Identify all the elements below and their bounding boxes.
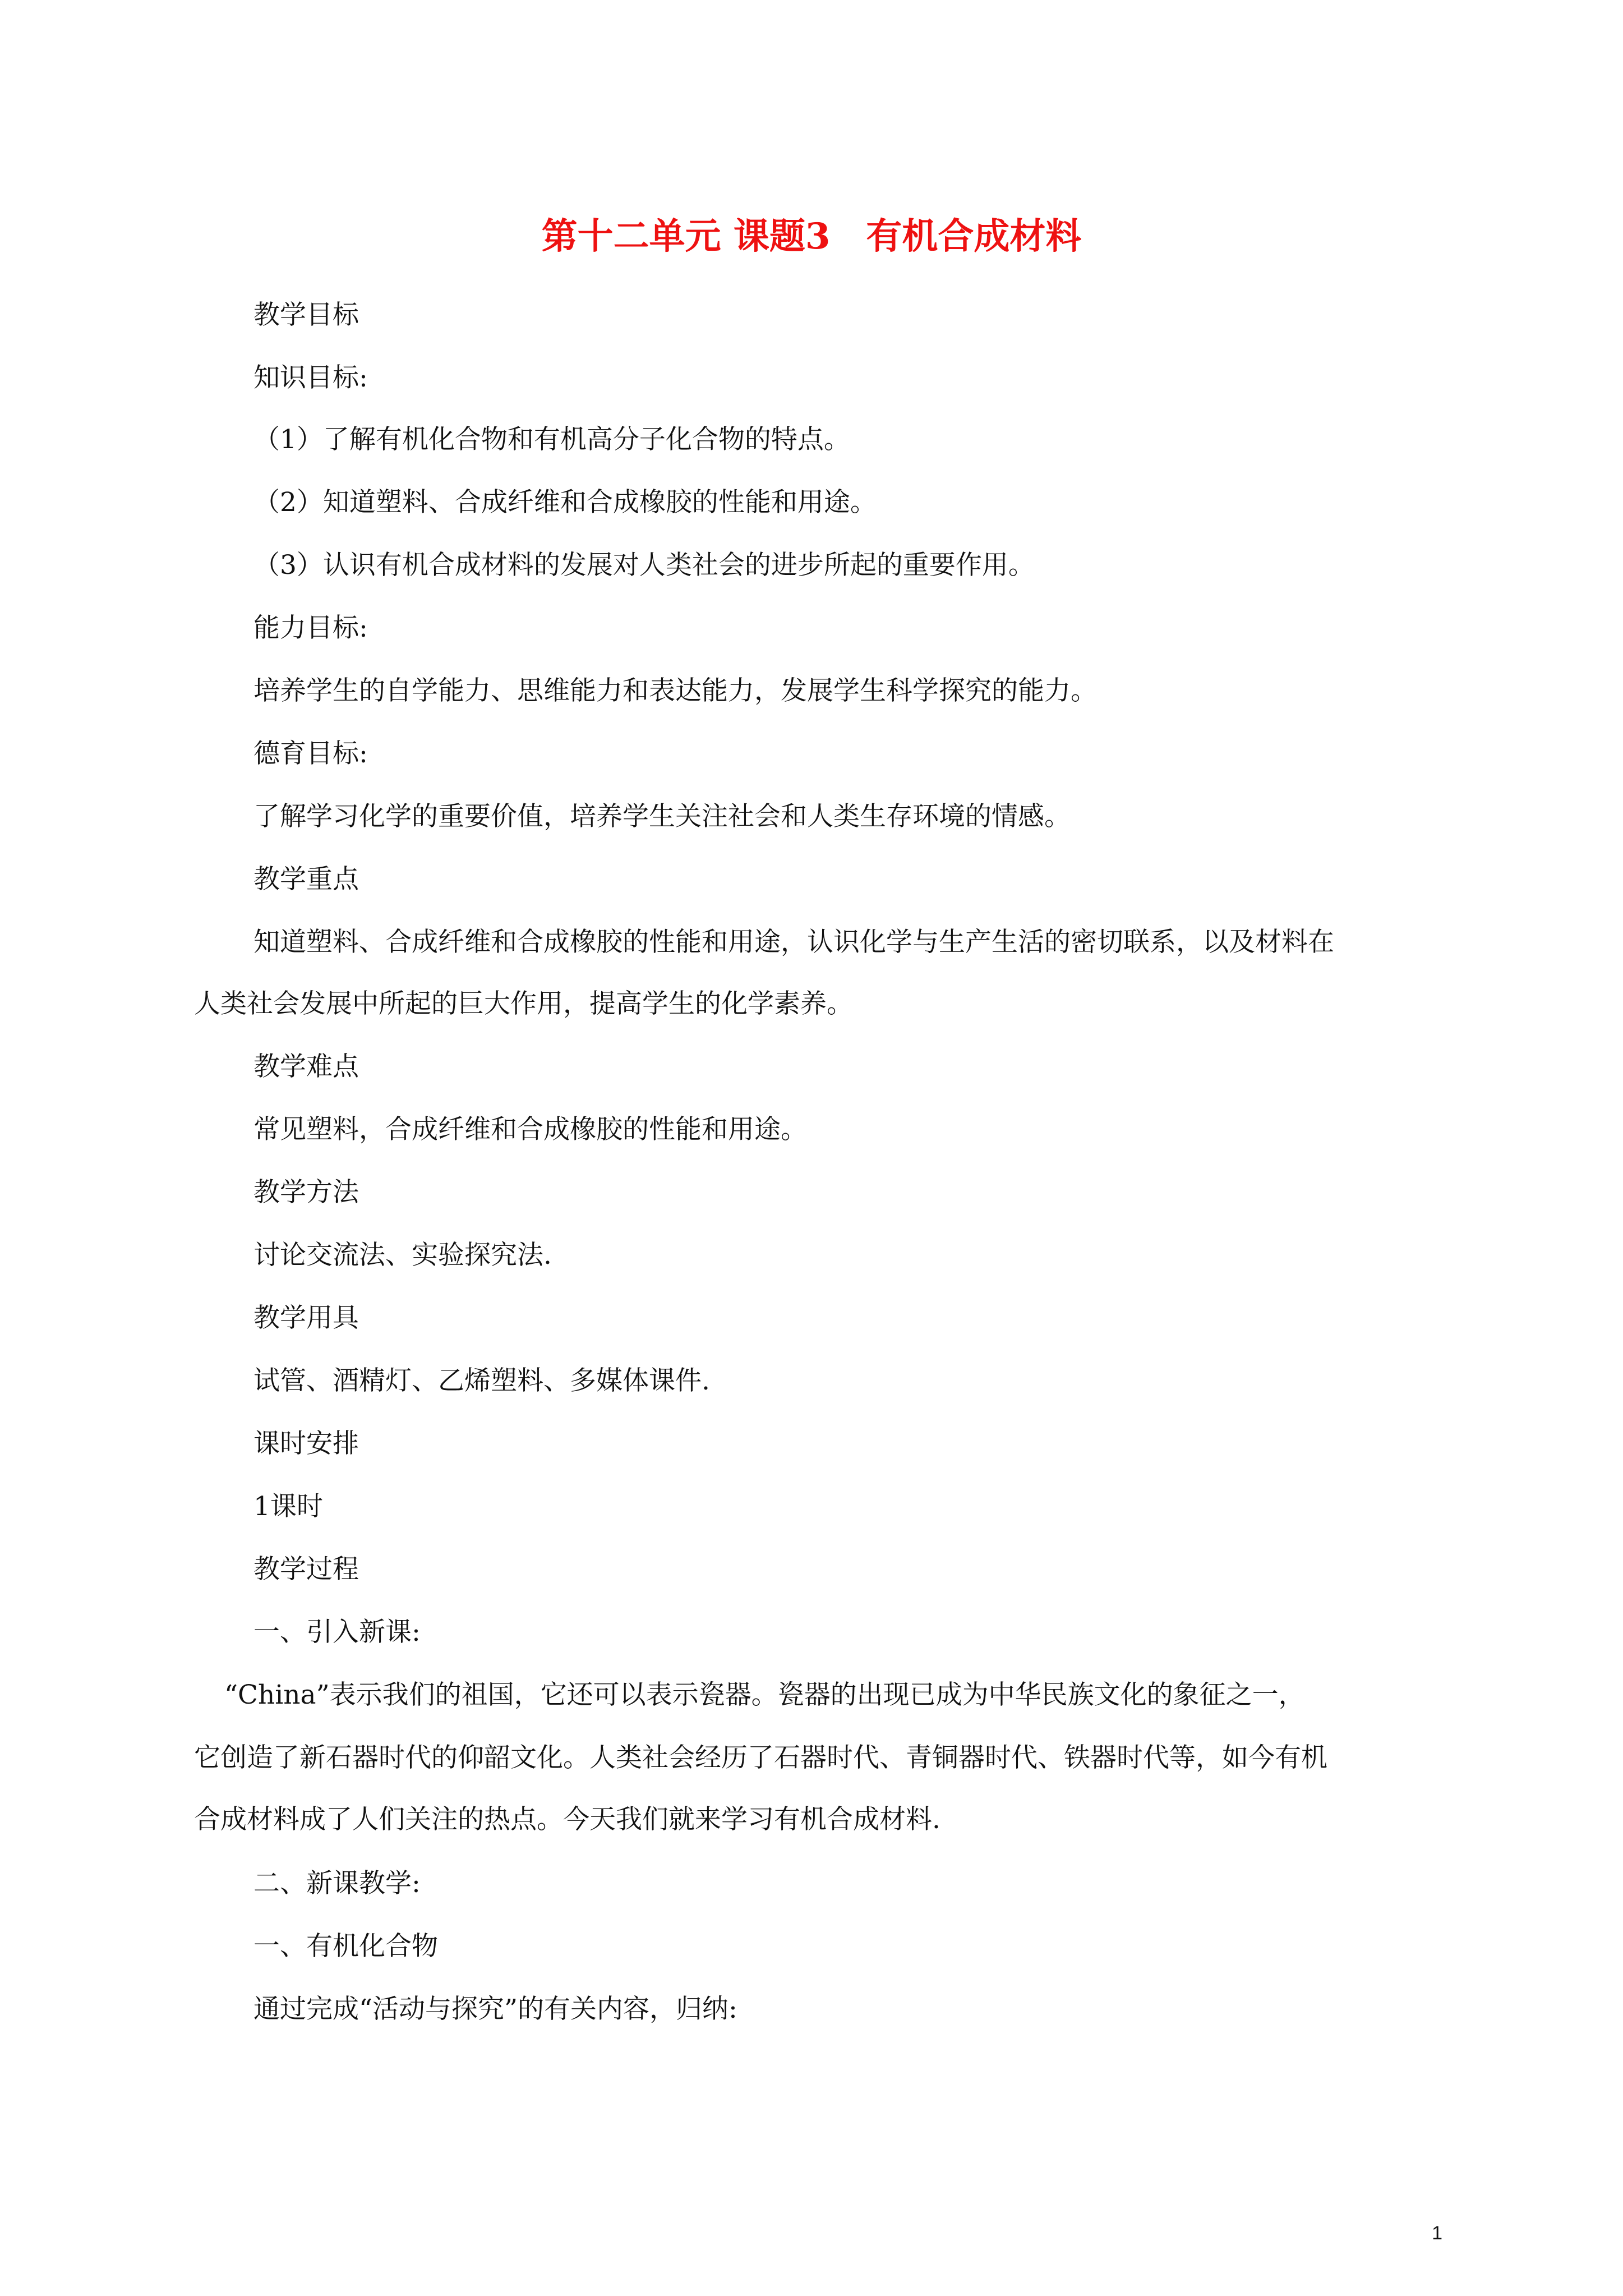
difficulties-text: 常见塑料，合成纤维和合成橡胶的性能和用途。	[253, 1114, 807, 1145]
document-title: 第十二单元 课题3 有机合成材料	[541, 215, 1082, 257]
heading-ability-objectives: 能力目标:	[253, 613, 368, 643]
knowledge-objective-2: （2）知道塑料、合成纤维和合成橡胶的性能和用途。	[253, 487, 877, 518]
section-introduction: 一、引入新课:	[253, 1617, 421, 1648]
heading-knowledge-objectives: 知识目标:	[253, 362, 368, 393]
introduction-line-2: 它创造了新石器时代的仰韶文化。人类社会经历了石器时代、青铜器时代、铁器时代等，如今有机	[194, 1742, 1327, 1773]
heading-teaching-tools: 教学用具	[253, 1303, 359, 1333]
key-points-line-2: 人类社会发展中所起的巨大作用，提高学生的化学素养。	[194, 988, 853, 1019]
introduction-line-3: 合成材料成了人们关注的热点。今天我们就来学习有机合成材料.	[194, 1804, 940, 1835]
knowledge-objective-3: （3）认识有机合成材料的发展对人类社会的进步所起的重要作用。	[253, 550, 1035, 581]
methods-text: 讨论交流法、实验探究法.	[253, 1240, 552, 1271]
ability-objective-text: 培养学生的自学能力、思维能力和表达能力，发展学生科学探究的能力。	[253, 675, 1097, 706]
heading-difficulties: 教学难点	[253, 1051, 359, 1082]
heading-schedule: 课时安排	[253, 1428, 359, 1459]
introduction-line-1: “China”表示我们的祖国，它还可以表示瓷器。瓷器的出现已成为中华民族文化的象征之一，	[224, 1680, 1305, 1710]
key-points-line-1: 知道塑料、合成纤维和合成橡胶的性能和用途，认识化学与生产生活的密切联系，以及材料在	[253, 927, 1334, 958]
heading-methods: 教学方法	[253, 1177, 359, 1208]
section-new-lesson: 二、新课教学:	[253, 1868, 421, 1899]
knowledge-objective-1: （1）了解有机化合物和有机高分子化合物的特点。	[253, 424, 850, 455]
heading-moral-objectives: 德育目标:	[253, 738, 368, 769]
heading-key-points: 教学重点	[253, 864, 359, 895]
teaching-tools-text: 试管、酒精灯、乙烯塑料、多媒体课件.	[253, 1365, 710, 1396]
schedule-text: 1课时	[253, 1491, 323, 1522]
heading-teaching-process: 教学过程	[253, 1554, 359, 1585]
subsection-organic-compounds: 一、有机化合物	[253, 1931, 438, 1962]
page-number: 1	[1432, 2223, 1442, 2244]
moral-objective-text: 了解学习化学的重要价值，培养学生关注社会和人类生存环境的情感。	[253, 801, 1071, 832]
heading-teaching-objectives: 教学目标	[253, 300, 359, 330]
activity-summary-text: 通过完成“活动与探究”的有关内容，归纳:	[253, 1994, 737, 2024]
